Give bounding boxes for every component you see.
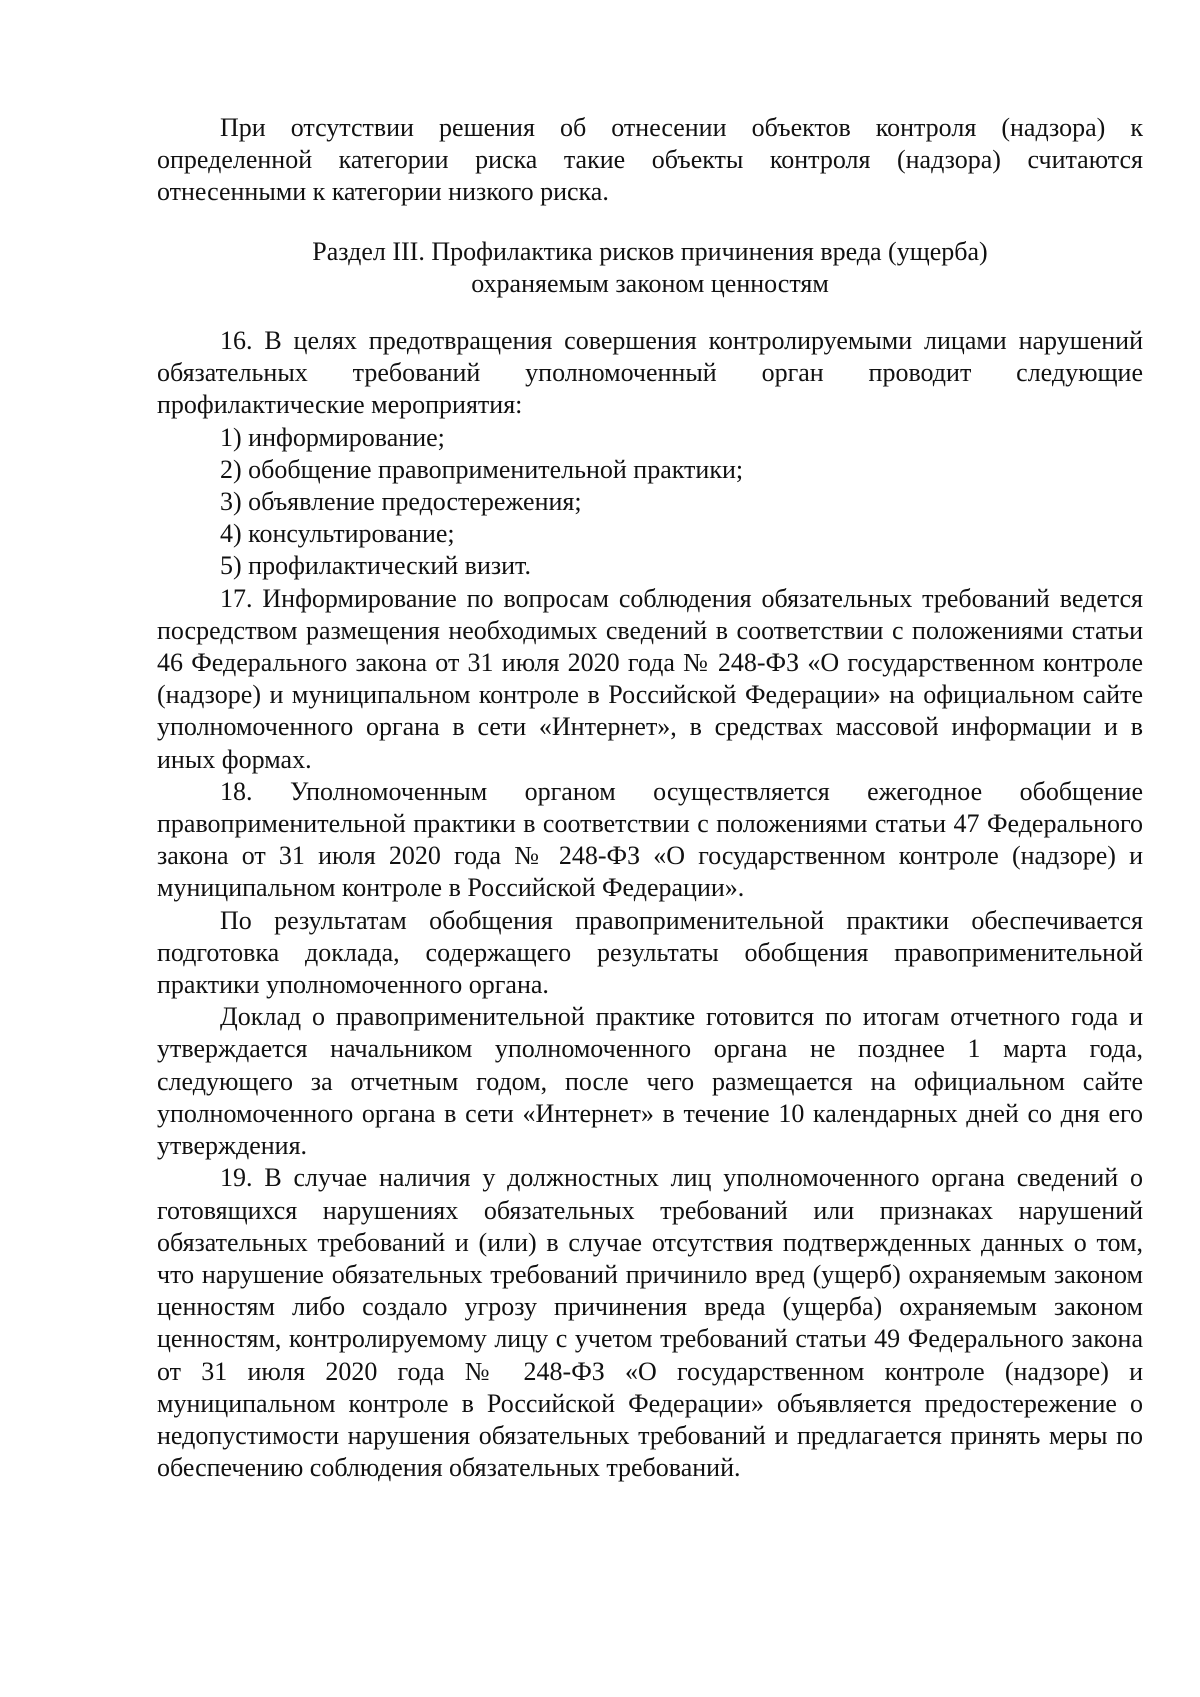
paragraph-18-report-approval: Доклад о правоприменительной практике готовится по итогам отчетного года и утверждается начальником уполномоченного органа не позднее 1 марта года, следующего за отчетным годом, после чего размещается на официальном сайте уполномоченного органа в сети «Интернет» в течение 10 календарных дней со дня его утверждения.: [157, 1002, 1143, 1161]
paragraph-18-report-preparation: По результатам обобщения правоприменительной практики обеспечивается подготовка доклада, содержащего результаты обобщения правоприменительной практики уполномоченного органа.: [157, 905, 1143, 1000]
list-item: 2) обобщение правоприменительной практики;: [220, 454, 744, 484]
document-body: [157, 112, 1143, 1484]
paragraph-19: 19. В случае наличия у должностных лиц уполномоченного органа сведений о готовящихся нарушениях обязательных требований или признаках нарушений обязательных требований и (или) в случае отсутствия подтвержденных данных о том, что нарушение обязательных требований причинило вред (ущерб) охраняемым законом ценностям либо создало угрозу причинения вреда (ущерба) охраняемым законом ценностям, контролируемому лицу с учетом требований статьи 49 Федерального закона от 31 июля 2020 года № 248-ФЗ «О государственном контроле (надзоре) и муниципальном контроле в Российской Федерации» объявляется предостережение о недопустимости нарушения обязательных требований и предлагается принять меры по обеспечению соблюдения обязательных требований.: [157, 1163, 1143, 1483]
section-heading-line-2: охраняемым законом ценностям: [471, 268, 829, 298]
paragraph-16: 16. В целях предотвращения совершения контролируемыми лицами нарушений обязательных требований уполномоченный орган проводит следующие профилактические мероприятия:: [157, 326, 1143, 420]
paragraph-low-risk-default: При отсутствии решения об отнесении объектов контроля (надзора) к определенной категории риска такие объекты контроля (надзора) считаются отнесенными к категории низкого риска.: [157, 113, 1143, 207]
list-item: 4) консультирование;: [220, 519, 455, 549]
paragraph-18: 18. Уполномоченным органом осуществляется ежегодное обобщение правоприменительной практики в соответствии с положениями статьи 47 Федерального закона от 31 июля 2020 года № 248-ФЗ «О государственном контроле (надзоре) и муниципальном контроле в Российской Федерации».: [157, 776, 1143, 903]
list-item: 1) информирование;: [220, 422, 445, 452]
paragraph-17: 17. Информирование по вопросам соблюдения обязательных требований ведется посредством размещения необходимых сведений в соответствии с положениями статьи 46 Федерального закона от 31 июля 2020 года № 248-ФЗ «О государственном контроле (надзоре) и муниципальном контроле в Российской Федерации» на официальном сайте уполномоченного органа в сети «Интернет», в средствах массовой информации и в иных формах.: [157, 583, 1143, 774]
list-item: 5) профилактический визит.: [220, 551, 531, 581]
section-heading-line-1: Раздел III. Профилактика рисков причинения вреда (ущерба): [312, 236, 988, 266]
list-item: 3) объявление предостережения;: [220, 487, 582, 517]
prevention-measures-list: [157, 422, 1143, 583]
section-heading: [157, 236, 1143, 300]
